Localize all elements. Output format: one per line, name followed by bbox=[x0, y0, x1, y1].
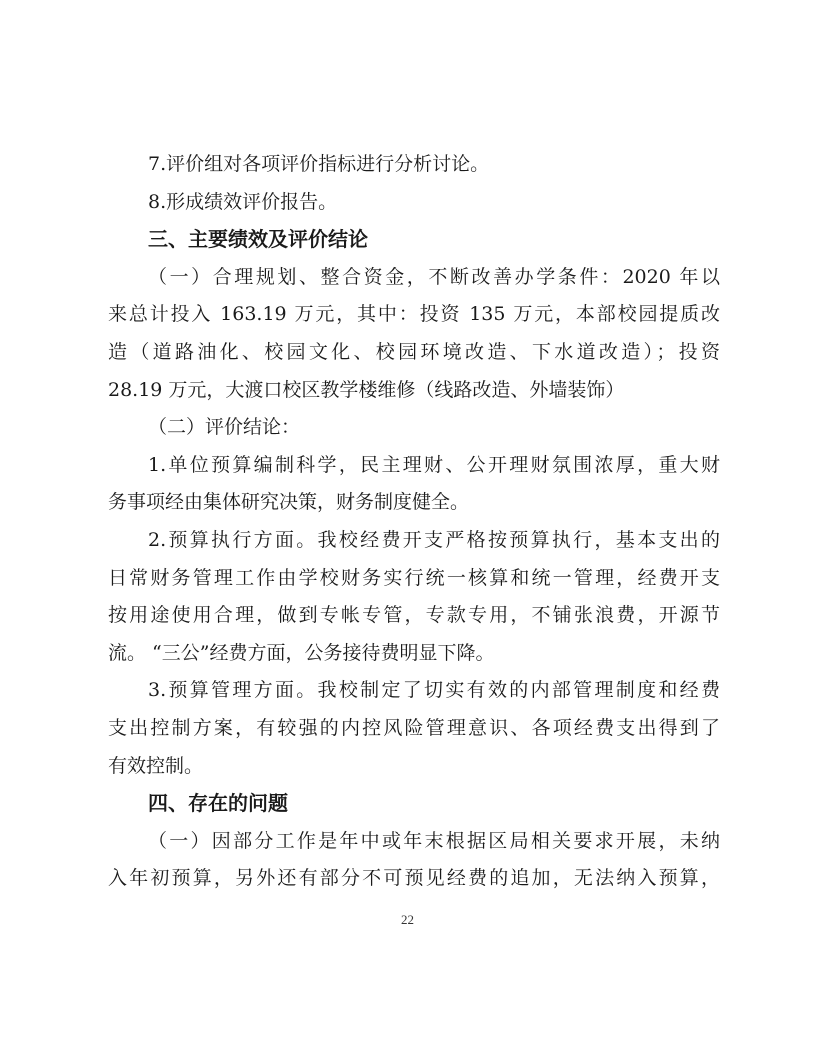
paragraph-line: 按用途使用合理，做到专帐专管，专款专用，不铺张浪费，开源节 bbox=[108, 604, 720, 627]
paragraph-line: 流。 “三公”经费方面，公务接待费明显下降。 bbox=[108, 641, 495, 664]
paragraph-line: （一）合理规划、整合资金，不断改善办学条件：2020 年以 bbox=[148, 265, 720, 288]
paragraph-line: 28.19 万元，大渡口校区教学楼维修（线路改造、外墙装饰） bbox=[108, 378, 625, 401]
paragraph-line: （一）因部分工作是年中或年末根据区局相关要求开展，未纳 bbox=[148, 829, 720, 852]
paragraph-line: 3.预算管理方面。我校制定了切实有效的内部管理制度和经费 bbox=[148, 679, 720, 702]
list-item-7: 7.评价组对各项评价指标进行分析讨论。 bbox=[148, 153, 490, 175]
paragraph-line: 入年初预算，另外还有部分不可预见经费的追加，无法纳入预算， bbox=[108, 867, 720, 890]
paragraph-line: 务事项经由集体研究决策，财务制度健全。 bbox=[108, 491, 470, 514]
section-heading-4: 四、存在的问题 bbox=[148, 791, 288, 816]
subsection-heading: （二）评价结论： bbox=[148, 416, 301, 439]
section-heading-3: 三、主要绩效及评价结论 bbox=[148, 227, 368, 252]
paragraph-line: 有效控制。 bbox=[108, 754, 204, 777]
document-body bbox=[108, 146, 720, 898]
paragraph-line: 日常财务管理工作由学校财务实行统一核算和统一管理，经费开支 bbox=[108, 566, 720, 589]
paragraph-line: 1.单位预算编制科学，民主理财、公开理财氛围浓厚，重大财 bbox=[148, 453, 720, 476]
paragraph-line: 2.预算执行方面。我校经费开支严格按预算执行，基本支出的 bbox=[148, 528, 720, 551]
page-number: 22 bbox=[401, 912, 414, 927]
paragraph-line: 来总计投入 163.19 万元，其中：投资 135 万元，本部校园提质改 bbox=[108, 303, 720, 326]
paragraph-line: 造（道路油化、校园文化、校园环境改造、下水道改造）；投资 bbox=[108, 340, 720, 363]
list-item-8: 8.形成绩效评价报告。 bbox=[148, 190, 338, 213]
paragraph-line: 支出控制方案，有较强的内控风险管理意识、各项经费支出得到了 bbox=[108, 716, 720, 739]
